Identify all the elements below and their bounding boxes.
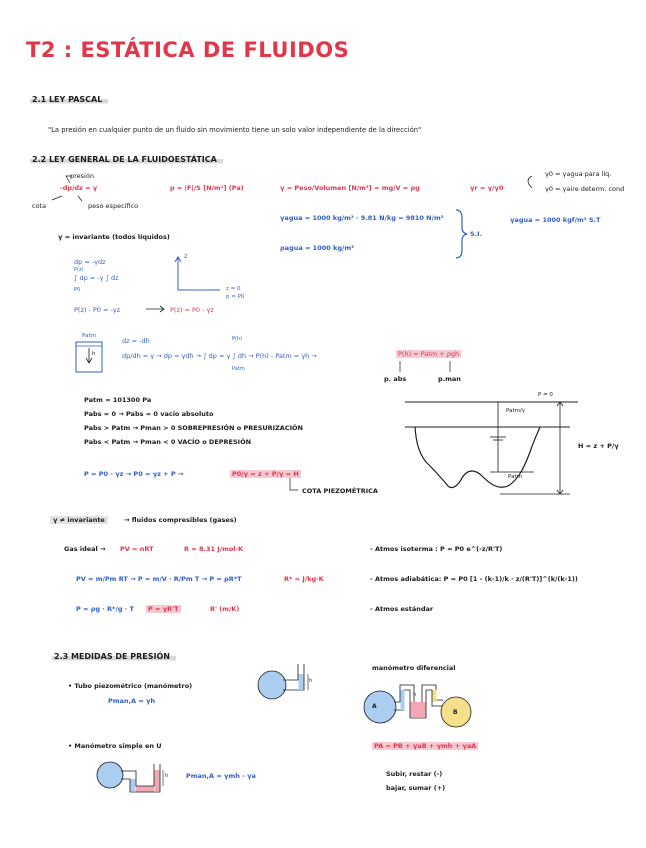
reservoir-patm-gamma: Patm/γ	[506, 408, 526, 414]
small-tank-patm: Patm	[82, 333, 96, 339]
label-A-diff: A	[372, 703, 377, 710]
integral-step-2: ∫ dp = -γ ∫ dz	[74, 274, 119, 282]
atmos-isoterma: - Atmos isoterma : P = P0 e^(-z/R'T)	[370, 545, 503, 553]
rule-bajar: bajar, sumar (+)	[386, 784, 446, 792]
integral-step-3: P(z) - P0 = -γz	[74, 306, 121, 314]
axis-z0-label: z = 0	[226, 286, 241, 292]
reservoir-patm: Patm	[508, 474, 522, 480]
p-rho-eq: P = ρg · R*/g · T	[76, 605, 134, 613]
gamma0-liquid: γ0 = γagua para líq.	[545, 170, 612, 178]
rule-subir: Subir, restar (-)	[386, 770, 443, 778]
label-B-diff: B	[453, 709, 458, 716]
pv-chain: PV = m/Pm RT → P = m/V · R/Pm T → P = ρR*T	[76, 575, 242, 583]
manometro-diferencial: manómetro diferencial	[372, 664, 456, 672]
rho-agua: ρagua = 1000 kg/m³	[280, 244, 355, 252]
differential-equation: PA = PB + γaB + γmh + γaA	[374, 742, 477, 750]
tubo-piezometrico: • Tubo piezométrico (manómetro)	[68, 682, 193, 690]
pressure-definition: p = |F|/S [N/m²] (Pa)	[170, 184, 244, 192]
main-equation: -dp/dz = γ	[60, 184, 98, 192]
simple-equation: Pman,A = γmh - γa	[186, 772, 256, 780]
label-peso-especifico: peso específico	[88, 202, 139, 210]
gases-title: γ ≠ invariante	[50, 516, 108, 524]
gamma-agua-calc: γagua = 1000 kg/m³ · 9.81 N/kg = 9810 N/m³	[280, 214, 444, 222]
reservoir-H: H = z + P/γ	[578, 442, 619, 450]
r-star: R* = J/kg·K	[284, 575, 324, 583]
gases-title-rest: → fluidos compresibles (gases)	[124, 516, 237, 524]
dp-limit-top: P(h)	[232, 336, 243, 342]
dp-limit-bottom: Patm	[232, 366, 245, 372]
label-p-man: p.man	[438, 375, 461, 383]
label-h-diff: h	[413, 692, 417, 698]
reservoir-p0: P = 0	[538, 392, 553, 398]
manometro-simple: • Manómetro simple en U	[68, 742, 162, 750]
piezometer-h: h	[309, 678, 313, 684]
integral-result: P(z) = P0 - γz	[170, 306, 214, 314]
gamma-agua-st: γagua = 1000 kgf/m³ S.T	[510, 216, 601, 224]
atmos-estandar: - Atmos estándar	[370, 605, 434, 613]
axis-z-label: z	[184, 252, 188, 260]
pabs-greater: Pabs > Patm → Pman > 0 SOBREPRESIÓN o PRESURIZACIÓN	[84, 424, 303, 432]
label-cota: cota	[32, 202, 47, 210]
page-title: T2 : ESTÁTICA DE FLUIDOS	[26, 38, 350, 62]
gas-ideal-label: Gas ideal →	[64, 545, 106, 553]
integral-step-1: dp = -γdz	[74, 258, 106, 266]
pabs-less: Pabs < Patm → Pman < 0 VACÍO o DEPRESIÓN	[84, 438, 252, 446]
pv-nrt: PV = nRT	[120, 545, 154, 553]
tubo-equation: Pman,A = γh	[108, 697, 156, 705]
patm-value: Patm = 101300 Pa	[84, 396, 152, 404]
pabs-zero: Pabs = 0 → Pabs = 0 vacío absoluto	[84, 410, 214, 418]
section-heading-pascal: 2.1 LEY PASCAL	[30, 95, 108, 104]
section-heading-medidas: 2.3 MEDIDAS DE PRESIÓN	[52, 652, 176, 661]
ph-result: P(h) = Patm + ρgh	[398, 350, 460, 358]
gamma-definition: γ = Peso/Volumen [N/m³] = mg/V = ρg	[280, 184, 420, 192]
piezo-chain: P = P0 - γz → P0 = γz + P →	[84, 470, 184, 478]
r-prime: R' (m/K)	[210, 605, 240, 613]
integral-limit-top: P(z)	[74, 267, 84, 273]
dp-dh-chain: dp/dh = γ → dp = γdh → ∫ dp = γ ∫ dh → P(h) - Patm = γh →	[122, 352, 317, 360]
p-gamma-eq: P = γR'T	[148, 605, 179, 613]
dz-dh: dz = -dh	[122, 337, 150, 345]
r-constant: R = 8.31 J/mol·K	[184, 545, 244, 553]
invariante-title: γ = invariante (todos líquidos)	[58, 233, 170, 241]
label-p-abs: p. abs	[384, 375, 407, 383]
label-presion: presión	[70, 172, 94, 180]
pascal-quote: "La presión en cualquier punto de un fluido sin movimiento tiene un solo valor independiente de la dirección"	[48, 126, 422, 134]
axis-p0-label: p = P0	[226, 294, 245, 300]
piezo-equation: P0/γ = z + P/γ = H	[232, 470, 299, 478]
atmos-adiabatica: - Atmos adiabática: P = P0 [1 - (k-1)/k · z/(R'T)]^(k/(k-1))	[370, 575, 578, 583]
si-label: S.I.	[470, 230, 483, 238]
section-heading-fluidostatica: 2.2 LEY GENERAL DE LA FLUIDOESTÁTICA	[30, 155, 223, 164]
u-manometer-h: h	[165, 773, 169, 779]
cota-piezometrica: COTA PIEZOMÉTRICA	[302, 487, 378, 495]
gamma-relative: γr = γ/γ0	[470, 184, 504, 192]
gamma0-gas: γ0 = γaire determ. cond	[545, 185, 625, 193]
small-tank-h: h	[92, 351, 96, 357]
integral-limit-bottom: P0	[74, 287, 81, 293]
